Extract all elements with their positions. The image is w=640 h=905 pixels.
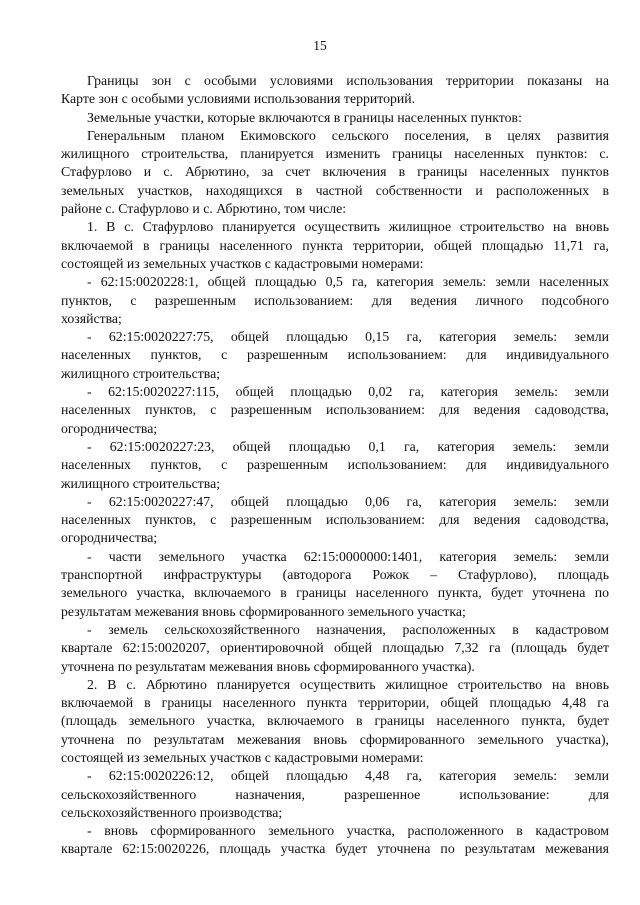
text-line: огородничества; bbox=[61, 530, 158, 546]
text-line: земельного участка, включаемого в границы населенного пункта, будет уточнена по bbox=[61, 585, 609, 601]
text-line: уточнена по результатам межевания вновь сформированного земельного участка), bbox=[61, 731, 609, 747]
text-line: Границы зон с особыми условиями использования территории показаны на bbox=[87, 73, 609, 88]
text-line: квартале 62:15:0020207, ориентировочной общей площадью 7,32 га (площадь будет bbox=[61, 640, 609, 656]
text-line: включаемой в границы населенного пункта территории, общей площадью 11,71 га, bbox=[61, 237, 609, 253]
text-line: пунктов, с разрешенным использованием: для ведения личного подсобного bbox=[61, 292, 609, 308]
text-line: Стафурлово и с. Абрютино, за счет включения в границы населенных пунктов bbox=[61, 164, 609, 180]
text-line: земельных участков, находящихся в частной собственности и расположенных в bbox=[61, 182, 609, 198]
text-line: районе с. Стафурлово и с. Абрютино, том числе: bbox=[61, 201, 347, 217]
text-line: квартале 62:15:0020226, площадь участка будет уточнена по результатам межевания bbox=[61, 841, 609, 857]
text-line: населенных пунктов, с разрешенным использованием: для ведения садоводства, bbox=[61, 402, 609, 418]
text-line: Генеральным планом Екимовского сельского поселения, в целях развития bbox=[87, 127, 609, 143]
document-body bbox=[61, 72, 609, 859]
text-line: результатам межевания вновь сформированного земельного участка; bbox=[61, 603, 466, 619]
text-line: - 62:15:0020227:23, общей площадью 0,1 га, категория земель: земли bbox=[87, 438, 609, 454]
page-number: 15 bbox=[313, 38, 327, 53]
text-line: - земель сельскохозяйственного назначения, расположенных в кадастровом bbox=[87, 621, 609, 637]
text-line: уточнена по результатам межевания вновь сформированного участка). bbox=[61, 658, 475, 674]
text-line: жилищного строительства; bbox=[61, 475, 221, 491]
text-line: - 62:15:0020226:12, общей площадью 4,48 га, категория земель: земли bbox=[87, 768, 609, 784]
text-line: Земельные участки, которые включаются в границы населенных пунктов: bbox=[87, 109, 522, 125]
text-line: включаемой в границы населенного пункта территории, общей площадью 4,48 га bbox=[61, 695, 609, 711]
text-line: жилищного строительства; bbox=[61, 365, 221, 381]
text-line: (площадь земельного участка, включаемого в границы населенного пункта, будет bbox=[61, 713, 609, 729]
text-line: 2. В с. Абрютино планируется осуществить жилищное строительство на вновь bbox=[87, 676, 609, 692]
text-line: - части земельного участка 62:15:0000000:1401, категория земель: земли bbox=[87, 548, 609, 564]
text-line: населенных пунктов, с разрешенным использованием: для индивидуального bbox=[61, 347, 609, 363]
text-line: огородничества; bbox=[61, 420, 158, 436]
text-line: - 62:15:0020227:75, общей площадью 0,15 га, категория земель: земли bbox=[87, 329, 609, 345]
text-line: сельскохозяйственного производства; bbox=[61, 804, 283, 820]
text-line: сельскохозяйственного назначения, разрешенное использование: для bbox=[61, 786, 609, 802]
text-line: транспортной инфраструктуры (автодорога Рожок – Стафурлово), площадь bbox=[61, 567, 609, 583]
text-line: 1. В с. Стафурлово планируется осуществить жилищное строительство на вновь bbox=[87, 219, 609, 235]
text-line: населенных пунктов, с разрешенным использованием: для индивидуального bbox=[61, 457, 609, 473]
text-line: - 62:15:0020227:47, общей площадью 0,06 га, категория земель: земли bbox=[87, 493, 609, 509]
text-line: населенных пунктов, с разрешенным использованием: для ведения садоводства, bbox=[61, 512, 609, 528]
text-line: Карте зон с особыми условиями использования территорий. bbox=[61, 91, 416, 107]
text-line: хозяйства; bbox=[61, 310, 122, 326]
text-line: состоящей из земельных участков с кадастровыми номерами: bbox=[61, 255, 424, 271]
text-line: жилищного строительства, планируется изменить границы населенных пунктов: с. bbox=[61, 146, 609, 162]
text-line: - вновь сформированного земельного участка, расположенного в кадастровом bbox=[87, 823, 609, 839]
text-line: - 62:15:0020227:115, общей площадью 0,02 га, категория земель: земли bbox=[87, 384, 609, 400]
text-line: состоящей из земельных участков с кадастровыми номерами: bbox=[61, 749, 424, 765]
text-line: - 62:15:0020228:1, общей площадью 0,5 га, категория земель: земли населенных bbox=[87, 274, 609, 290]
